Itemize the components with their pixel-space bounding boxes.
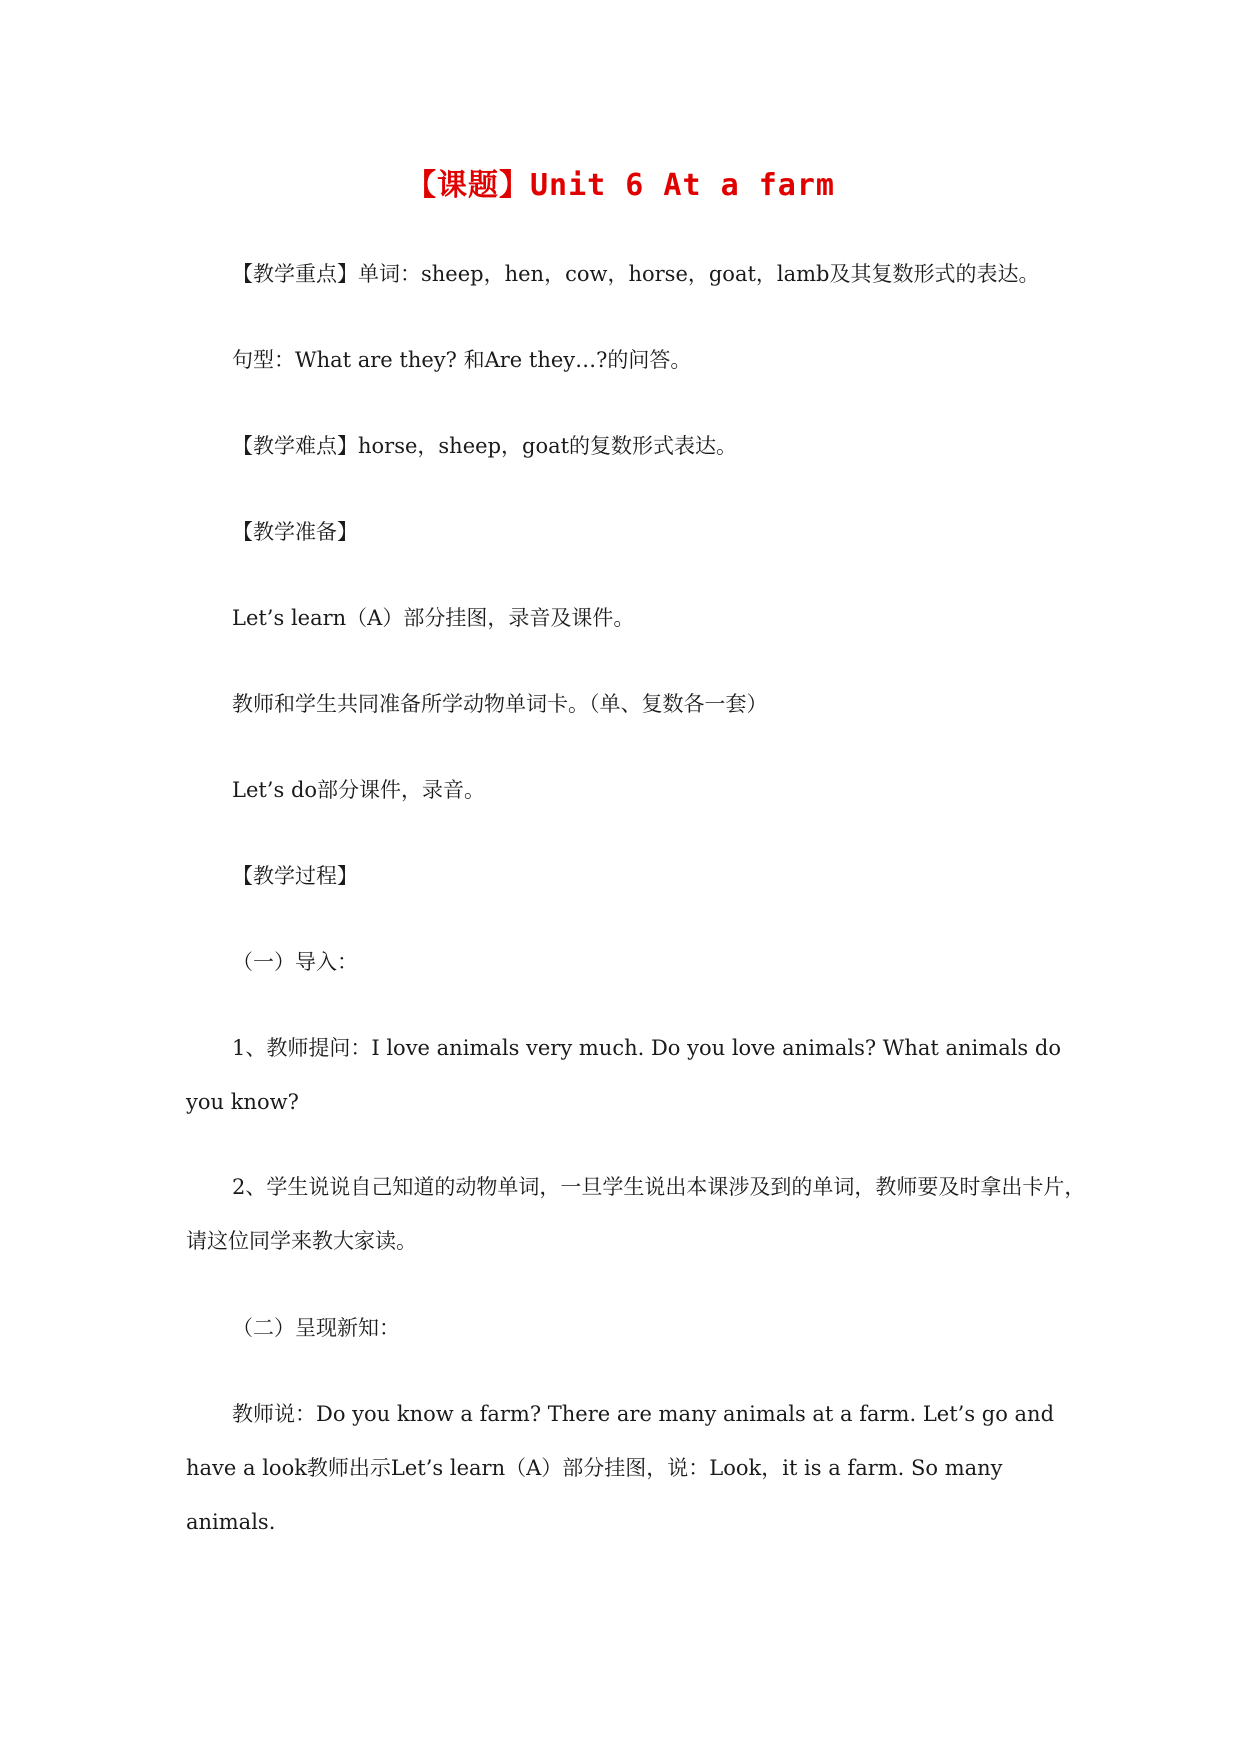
heading-presentation: （二）呈现新知： (232, 1316, 400, 1340)
paragraph-prep-courseware: Let’s do部分课件，录音。 (232, 778, 486, 802)
paragraph-step-2: 2、学生说说自己知道的动物单词，一旦学生说出本课涉及到的单词，教师要及时拿出卡片，请这位同学来教大家读。 (186, 1175, 1086, 1253)
paragraph-sentence-patterns: 句型：What are they? 和Are they…?的问答。 (232, 348, 692, 372)
paragraph-key-points: 【教学重点】单词：sheep，hen，cow，horse，goat，lamb及其复数形式的表达。 (232, 262, 1040, 286)
heading-process: 【教学过程】 (232, 864, 358, 888)
paragraph-prep-wallchart: Let’s learn（A）部分挂图，录音及课件。 (232, 606, 635, 630)
paragraph-prep-cards: 教师和学生共同准备所学动物单词卡。（单、复数各一套） (232, 692, 768, 716)
heading-lead-in: （一）导入： (232, 950, 358, 974)
page-title: 【课题】Unit 6 At a farm (406, 168, 835, 203)
paragraph-presentation: 教师说：Do you know a farm? There are many animals at a farm. Let’s go and have a look教师出示Let’s learn（A）部分挂图，说：Look，it is a farm. So many animals. (186, 1402, 1055, 1534)
heading-preparation: 【教学准备】 (232, 520, 358, 544)
paragraph-difficulties: 【教学难点】horse，sheep，goat的复数形式表达。 (232, 434, 738, 458)
paragraph-step-1: 1、教师提问：I love animals very much. Do you love animals? What animals do you know? (186, 1036, 1061, 1114)
